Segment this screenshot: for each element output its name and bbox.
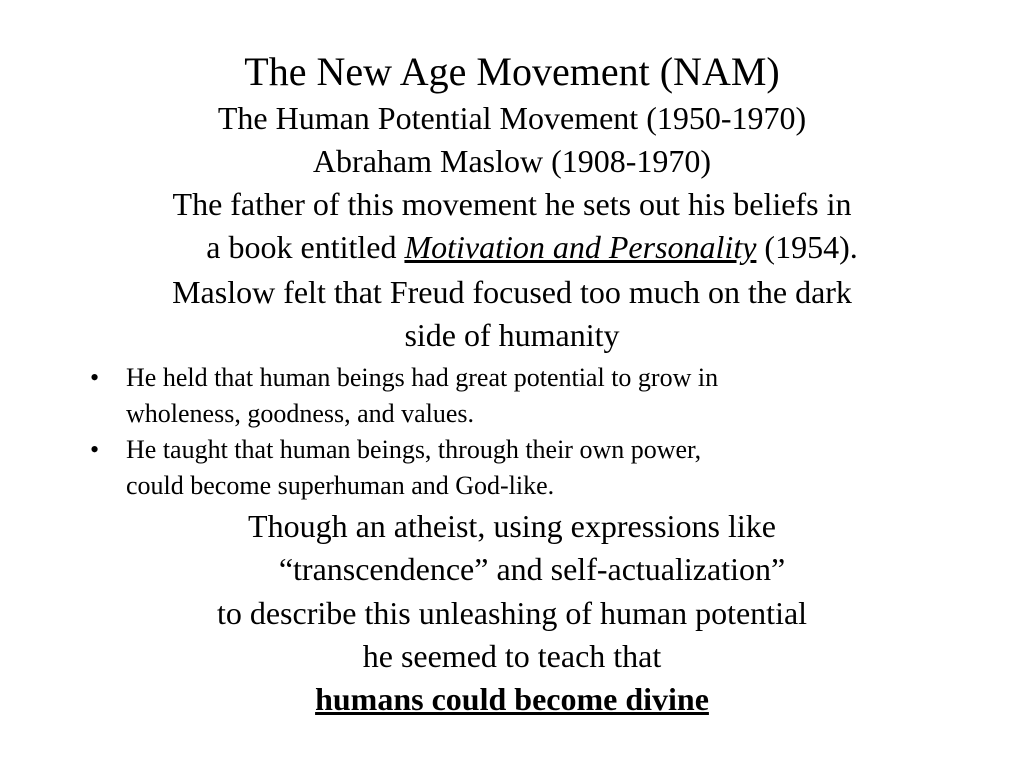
book-prefix-text: a book entitled (206, 229, 405, 265)
subtitle-human-potential: The Human Potential Movement (1950-1970) (217, 100, 807, 136)
bullet-text-line-1: He held that human beings had great potential to grow in (126, 363, 719, 392)
paragraph-freud-line-2: side of humanity (404, 317, 620, 353)
bullet-icon: • (90, 435, 100, 464)
closing-line-1: Though an atheist, using expressions like (248, 508, 776, 544)
closing-line-4: he seemed to teach that (362, 638, 662, 674)
bullet-list (90, 360, 950, 504)
book-title: Motivation and Personality (404, 229, 757, 265)
closing-emphasis: humans could become divine (315, 681, 709, 717)
bullet-text-line-2: could become superhuman and God-like. (126, 471, 555, 500)
slide-title: The New Age Movement (NAM) (244, 49, 780, 94)
bullet-item (90, 432, 950, 504)
bullet-icon: • (90, 363, 100, 392)
paragraph-father-line-2 (20, 229, 1024, 266)
paragraph-freud-line-1: Maslow felt that Freud focused too much on the dark (172, 274, 852, 310)
bullet-text-line-1: He taught that human beings, through their own power, (126, 435, 702, 464)
closing-line-2: “transcendence” and self-actualization” (278, 551, 786, 587)
closing-line-3: to describe this unleashing of human potential (216, 595, 808, 631)
bullet-text-line-2: wholeness, goodness, and values. (126, 399, 475, 428)
paragraph-father-line-1: The father of this movement he sets out his beliefs in (172, 186, 852, 222)
bullet-item (90, 360, 950, 432)
subtitle-maslow: Abraham Maslow (1908-1970) (312, 143, 712, 179)
book-year-text: (1954). (756, 229, 858, 265)
